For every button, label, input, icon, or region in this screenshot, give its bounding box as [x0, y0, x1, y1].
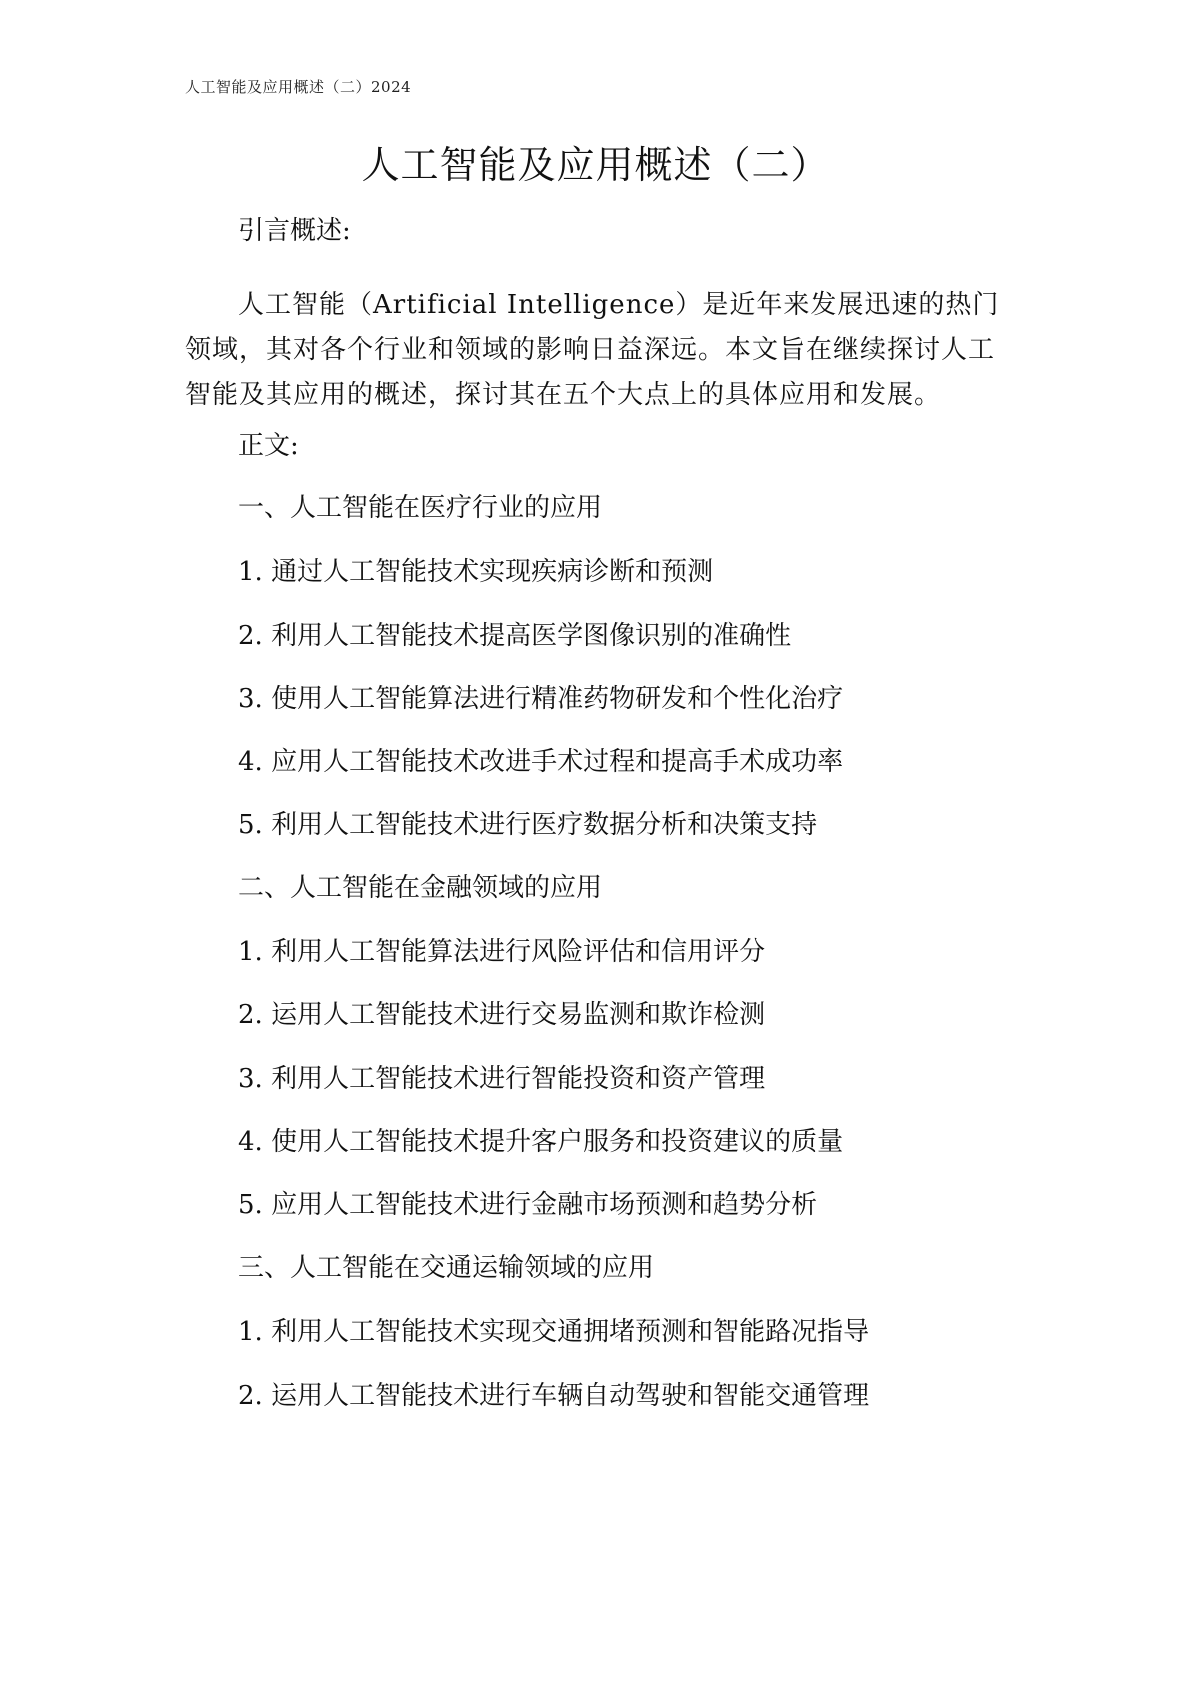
list-item: 2. 运用人工智能技术进行车辆自动驾驶和智能交通管理 [238, 1381, 870, 1411]
list-item: 3. 利用人工智能技术进行智能投资和资产管理 [238, 1064, 766, 1094]
list-item: 4. 应用人工智能技术改进手术过程和提高手术成功率 [238, 747, 844, 777]
intro-heading: 引言概述: [238, 216, 351, 246]
list-item: 1. 利用人工智能技术实现交通拥堵预测和智能路况指导 [238, 1317, 870, 1347]
list-item: 3. 使用人工智能算法进行精准药物研发和个性化治疗 [238, 684, 844, 714]
list-item: 4. 使用人工智能技术提升客户服务和投资建议的质量 [238, 1127, 844, 1157]
list-item: 5. 应用人工智能技术进行金融市场预测和趋势分析 [238, 1190, 818, 1220]
list-item: 1. 通过人工智能技术实现疾病诊断和预测 [238, 557, 714, 587]
section-heading-finance: 二、人工智能在金融领域的应用 [238, 873, 603, 903]
section-heading-medical: 一、人工智能在医疗行业的应用 [238, 493, 603, 523]
list-item: 2. 运用人工智能技术进行交易监测和欺诈检测 [238, 1000, 766, 1030]
document-title: 人工智能及应用概述（二） [361, 143, 830, 187]
list-item: 2. 利用人工智能技术提高医学图像识别的准确性 [238, 621, 792, 651]
intro-paragraph: 人工智能（Artificial Intelligence）是近年来发展迅速的热门领域，其对各个行业和领域的影响日益深远。本文旨在继续探讨人工智能及其应用的概述，探讨其在五个大点上的具体应用和发展。 [185, 290, 1000, 410]
list-item: 1. 利用人工智能算法进行风险评估和信用评分 [238, 937, 766, 967]
running-header: 人工智能及应用概述（二）2024 [185, 78, 412, 96]
body-heading: 正文: [238, 431, 299, 461]
list-item: 5. 利用人工智能技术进行医疗数据分析和决策支持 [238, 810, 818, 840]
section-heading-transport: 三、人工智能在交通运输领域的应用 [238, 1253, 655, 1283]
